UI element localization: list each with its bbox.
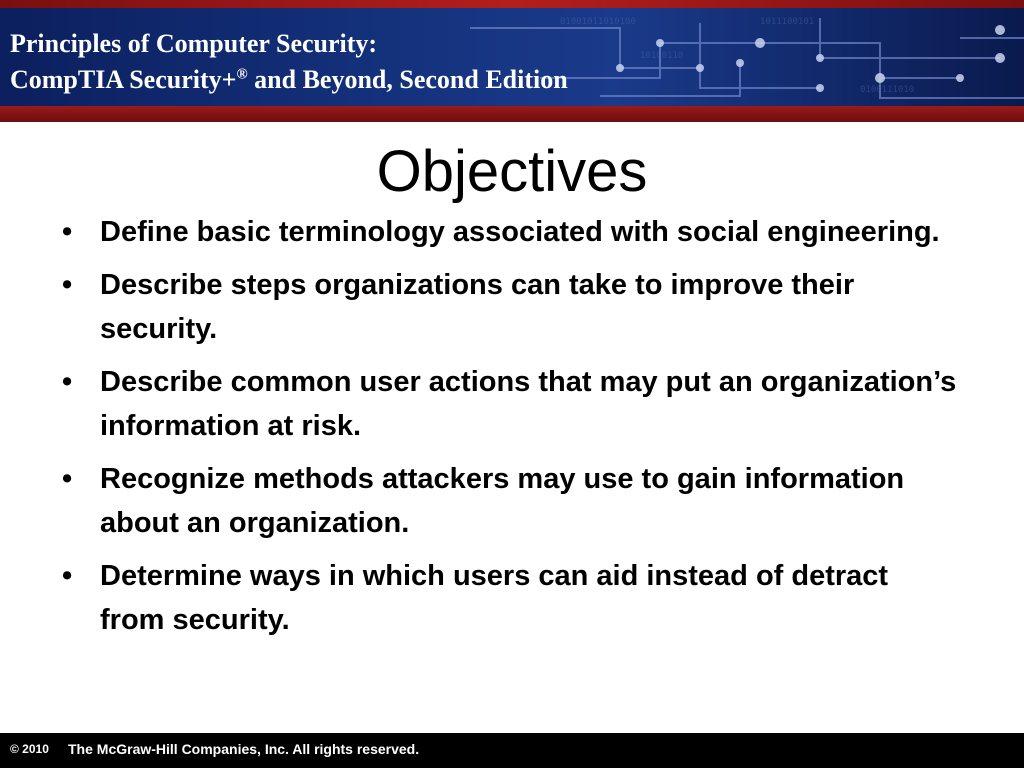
registered-mark: ® bbox=[236, 66, 248, 83]
banner-bottom-stripe bbox=[0, 106, 1024, 122]
course-title bbox=[10, 26, 568, 98]
objective-text: Define basic terminology associated with social engineering. bbox=[100, 216, 940, 248]
objective-item bbox=[60, 210, 960, 254]
svg-text:10100110: 10100110 bbox=[640, 51, 684, 61]
slide-title: Objectives bbox=[376, 139, 648, 204]
objective-item bbox=[60, 457, 960, 545]
objective-text: Describe common user actions that may put an organization’s information at risk. bbox=[100, 366, 957, 442]
bullet-marker: • bbox=[62, 463, 73, 495]
objective-text: Determine ways in which users can aid instead of detract from security. bbox=[100, 560, 889, 636]
svg-text:1011100101: 1011100101 bbox=[760, 17, 815, 27]
objective-text: Recognize methods attackers may use to gain information about an organization. bbox=[100, 463, 905, 539]
bullet-marker: • bbox=[62, 269, 73, 301]
bullet-marker: • bbox=[62, 216, 73, 248]
course-title-line1: Principles of Computer Security: bbox=[10, 29, 378, 58]
objective-item bbox=[60, 554, 960, 642]
banner-top-stripe bbox=[0, 0, 1024, 8]
objective-item bbox=[60, 263, 960, 351]
bullet-marker: • bbox=[62, 366, 73, 398]
svg-text:01001011010100: 01001011010100 bbox=[560, 17, 636, 27]
course-title-line2 bbox=[10, 62, 568, 98]
copyright-year: © 2010 bbox=[10, 742, 49, 756]
bullet-marker: • bbox=[62, 560, 73, 592]
objective-item bbox=[60, 360, 960, 448]
header-banner bbox=[0, 0, 1024, 122]
course-title-line2-main: CompTIA Security+ bbox=[10, 65, 237, 94]
course-title-line2-rest: and Beyond, Second Edition bbox=[247, 65, 568, 94]
objectives-list bbox=[60, 210, 960, 651]
objective-text: Describe steps organizations can take to improve their security. bbox=[100, 269, 855, 345]
footer-bar bbox=[0, 733, 1024, 768]
svg-text:0100111010: 0100111010 bbox=[860, 85, 915, 95]
copyright-notice: The McGraw-Hill Companies, Inc. All rights reserved. bbox=[68, 741, 420, 757]
